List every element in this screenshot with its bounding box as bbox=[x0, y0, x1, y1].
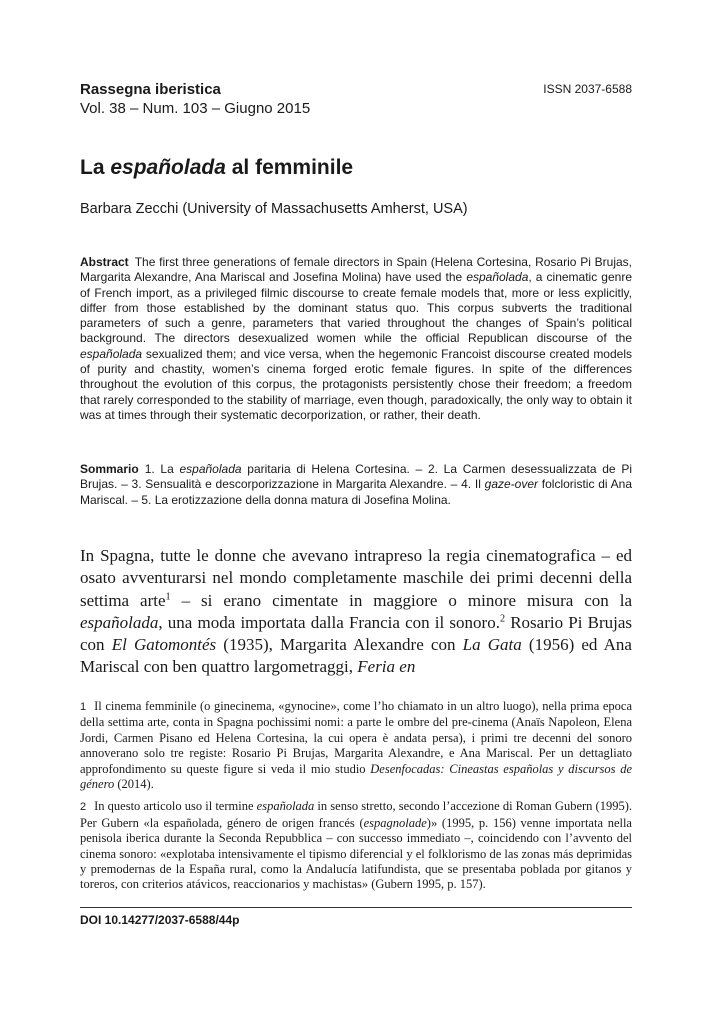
summary-text-2: paritaria di Helena Cortesina. – 2. La Carmen desessualizzata de Pi Brujas. – 3. Sensualità e descorporizzazione in Margarita Alexandre. – 4. Il bbox=[80, 462, 632, 492]
summary bbox=[80, 462, 632, 508]
footnote-italic: españolada bbox=[256, 799, 315, 814]
footnote-2 bbox=[80, 799, 632, 892]
body-text-1: In Spagna, tutte le donne che avevano intrapreso la regia cinematografica – ed osato avventurarsi nel mondo completamente maschile dei primi decenni della settima arte bbox=[80, 546, 632, 610]
author-line: Barbara Zecchi (University of Massachusetts Amherst, USA) bbox=[80, 201, 468, 217]
footnotes bbox=[80, 699, 632, 900]
footer-rule bbox=[80, 907, 632, 908]
footnote-number: 2 bbox=[80, 801, 87, 814]
footnote-italic: espagnolade bbox=[363, 815, 427, 830]
summary-italic-2: gaze-over bbox=[484, 477, 539, 492]
abstract-label: Abstract bbox=[80, 255, 129, 269]
body-italic-2: El Gatomontés bbox=[111, 635, 217, 655]
summary-label: Sommario bbox=[80, 462, 139, 476]
abstract-text-2: , a cinematic genre of French import, as a privileged filmic discourse to create female models that, more or less explicitly, differ from those established by the dominant status quo. This corpus subverts the traditional parameters of such a genre, parameters that varied throughout the changes of Spain’s political background. The directors desexualized women while the official Republican discourse of the bbox=[80, 270, 632, 346]
journal-header bbox=[80, 80, 632, 118]
footnote-text: In questo articolo uso il termine bbox=[94, 799, 257, 814]
abstract-italic-2: españolada bbox=[80, 346, 143, 361]
footnote-italic: Desenfocadas: Cineastas españolas y discursos de género bbox=[80, 761, 633, 792]
footnote-ref-2[interactable]: 2 bbox=[499, 613, 506, 625]
abstract-text-3: sexualized them; and vice versa, when the hegemonic Francoist discourse created models of purity and chastity, women’s cinema forged erotic female figures. In spite of the differences throughout the evolution of this corpus, the protagonists persistently chose their freedom; a freedom that rarely corresponded to the stability of marriage, even though, paradoxically, the only way to obtain it was at times through their systematic decorporization, or rather, their death. bbox=[80, 346, 632, 422]
title-suffix: al femminile bbox=[225, 156, 354, 179]
summary-italic-1: españolada bbox=[179, 462, 242, 476]
footnote-text: )» (1995, p. 156) venne importata nella penisola iberica durante la Seconda Repubblica – con successo immediato –, coincidendo con l’avvento del cinema sonoro: «explotaba intensivamente el tipismo diferencial y el folklorismo de las zonas más deprimidas y premodernas de la España rural, como la Andalucía latifundista, que se presentaba poblada por gitanos y toreros, con criterios atávicos, reaccionarios y machistas» (Gubern 1995, p. 157). bbox=[80, 815, 632, 892]
doi-link[interactable]: DOI 10.14277/2037-6588/44p bbox=[80, 913, 240, 927]
body-text-2: – si erano cimentate in maggiore o minore misura con la bbox=[170, 590, 633, 610]
article-title bbox=[80, 156, 353, 180]
abstract-italic-1: españolada bbox=[466, 270, 529, 285]
footnote-number: 1 bbox=[80, 701, 87, 713]
title-prefix: La bbox=[80, 156, 111, 179]
footnote-text: Il cinema femminile (o ginecinema, «gynocine», come l’ho chiamato in un altro luogo), nella prima epoca della settima arte, conta in Spagna pochissimi nomi: a parte le ombre del pre-cinema (Anaïs Napoleon, Elena Jordi, Carmen Pisano ed Helena Cortesina, la cui opera è andata persa), i primi tre decenni del sonoro annoverano solo tre registe: Rosario Pi Brujas, Margarita Alexandre, e Ana Mariscal. Per un dettagliato approfondimento su queste figure si veda il mio studio bbox=[80, 699, 632, 776]
summary-text-1: 1. La bbox=[144, 462, 180, 476]
journal-name: Rassegna iberistica bbox=[80, 81, 221, 98]
footnote-text: in senso stretto, secondo l’accezione di Roman Gubern (1995). Per Gubern «la españolada, género de origen francés ( bbox=[80, 799, 633, 830]
journal-issue: Vol. 38 – Num. 103 – Giugno 2015 bbox=[80, 100, 311, 117]
footnote-text: (2014). bbox=[114, 777, 154, 792]
footnote-ref-1[interactable]: 1 bbox=[165, 590, 171, 602]
issn: ISSN 2037-6588 bbox=[543, 82, 632, 96]
footnote-1 bbox=[80, 699, 632, 792]
body-paragraph bbox=[80, 545, 632, 679]
title-italic: españolada bbox=[110, 156, 226, 179]
summary-text-3: folcloristic di Ana Mariscal. – 5. La erotizzazione della donna matura di Josefina Molina. bbox=[80, 477, 632, 507]
body-text-4: Rosario Pi Brujas con bbox=[80, 612, 632, 655]
body-text-3: , una moda importata dalla Francia con il sonoro. bbox=[158, 612, 500, 632]
body-italic-4: Feria en bbox=[357, 657, 416, 677]
body-italic-1: españolada bbox=[80, 612, 159, 632]
abstract-text-1: The first three generations of female directors in Spain (Helena Cortesina, Rosario Pi Brujas, Margarita Alexandre, Ana Mariscal and Josefina Molina) have used the bbox=[80, 255, 632, 285]
body-italic-3: La Gata bbox=[462, 635, 522, 655]
abstract bbox=[80, 255, 632, 423]
body-text-5: (1935), Margarita Alexandre con bbox=[216, 635, 463, 655]
body-text-6: (1956) ed Ana Mariscal con ben quattro largometraggi, bbox=[80, 635, 632, 677]
